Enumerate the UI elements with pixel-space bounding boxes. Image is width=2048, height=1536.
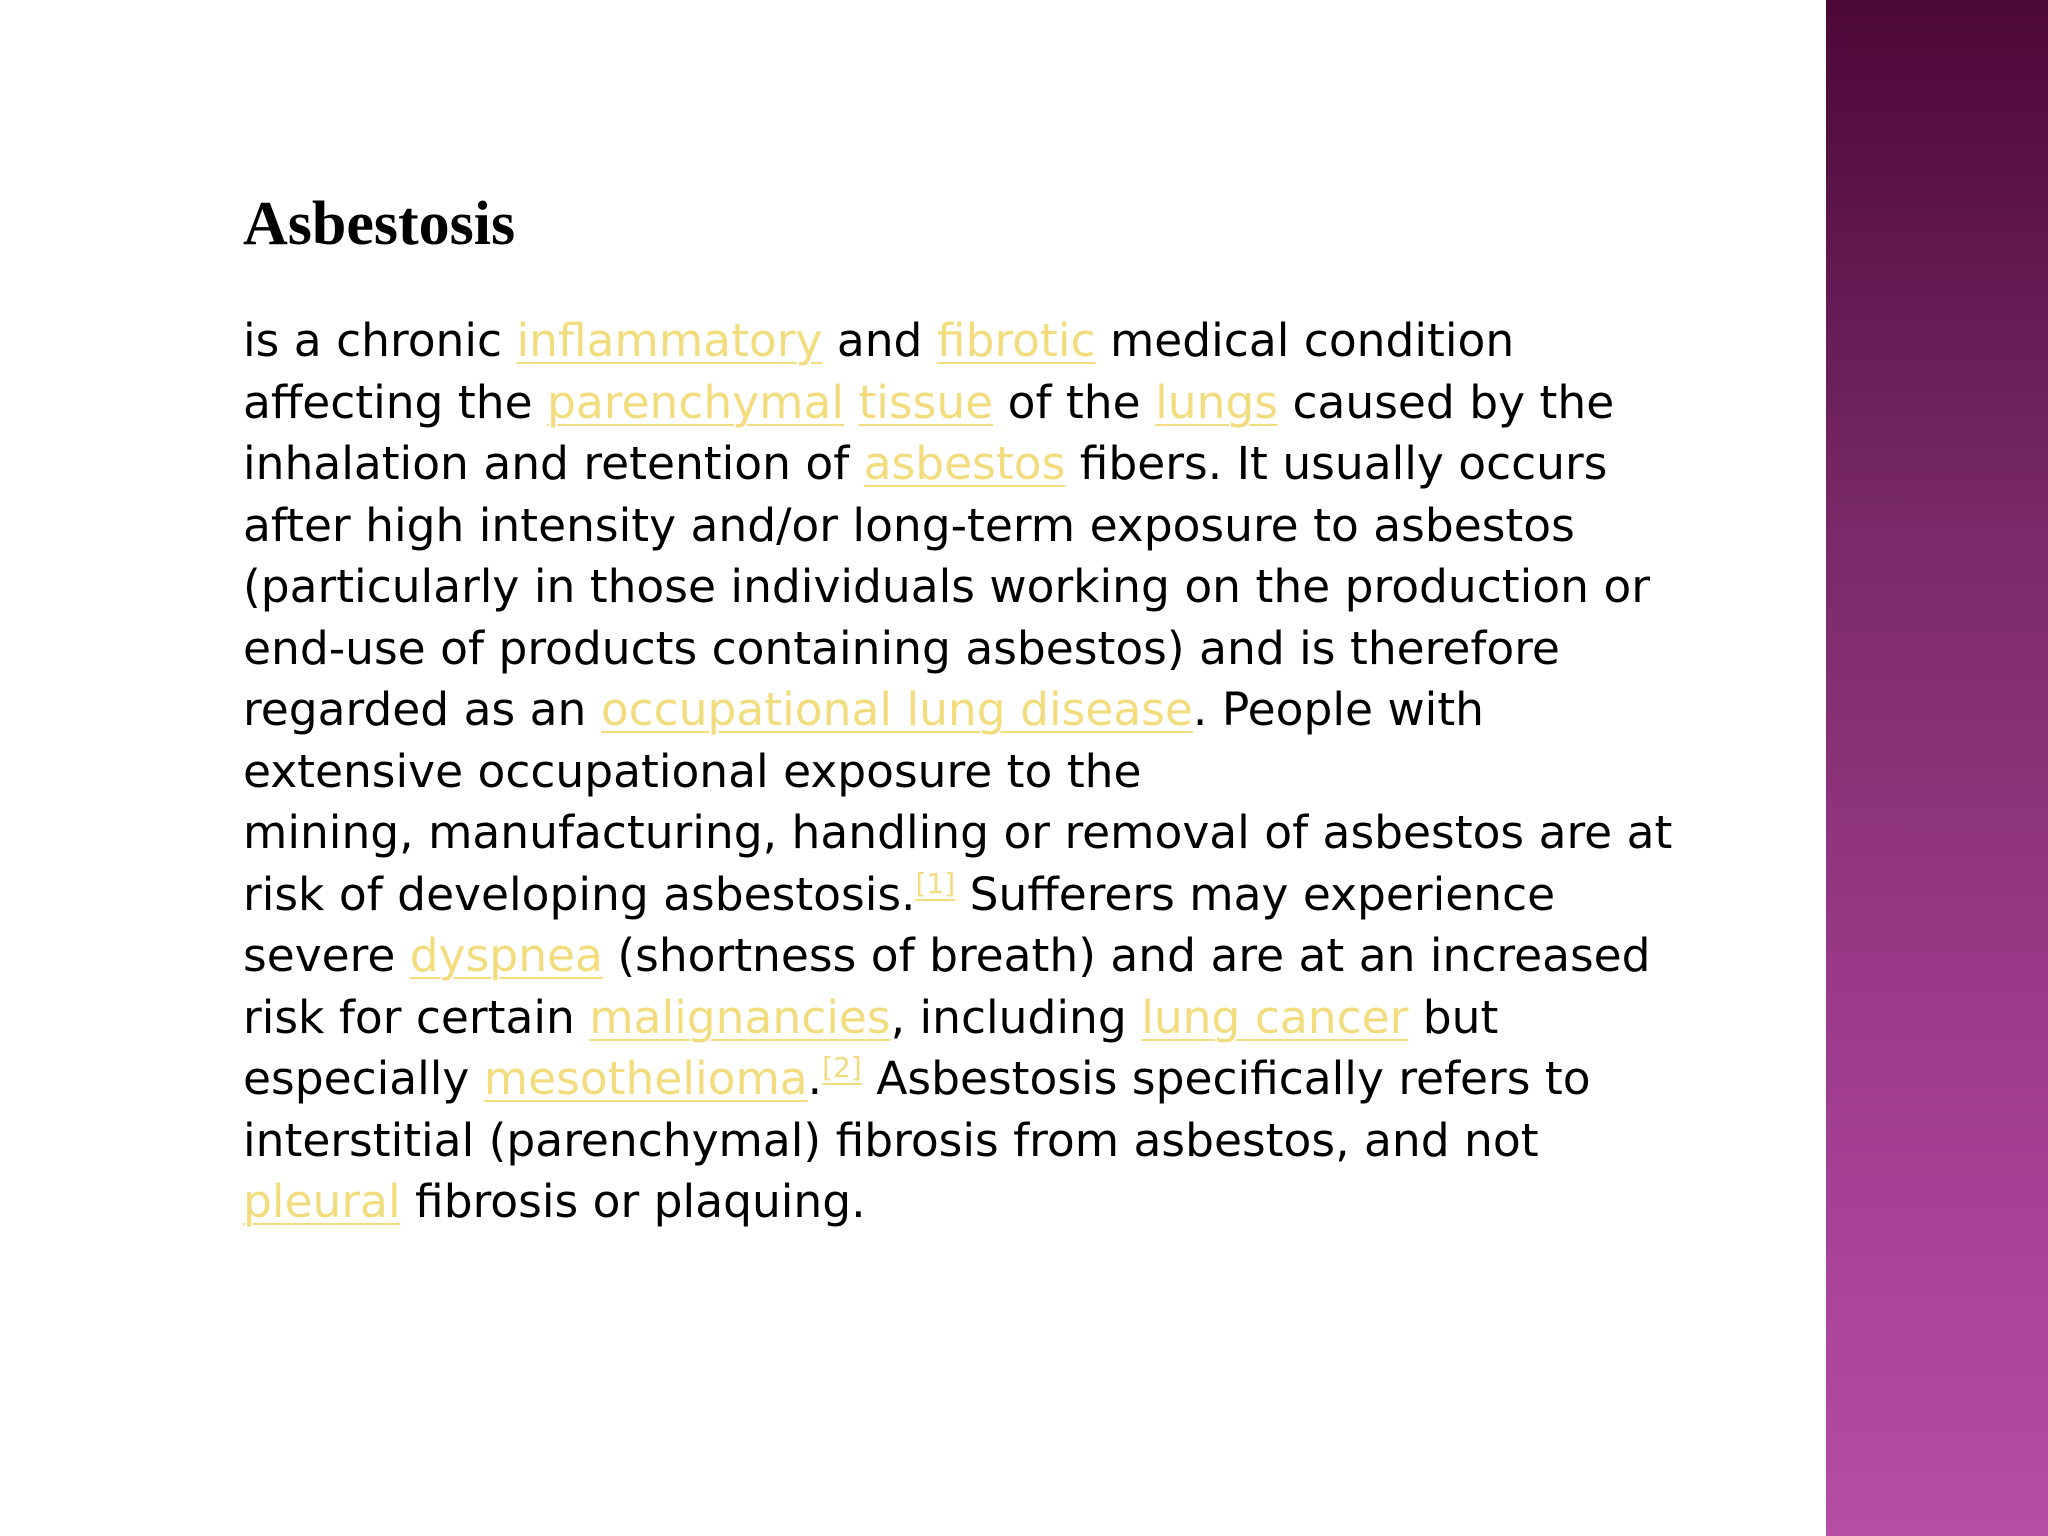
link-mesothelioma[interactable]: mesothelioma xyxy=(483,1052,808,1105)
body-text-segment: caused by the inhalation and retention of xyxy=(243,375,1615,490)
body-text-segment: Asbestosis specifically refers to interstitial (parenchymal) fibrosis from asbestos, and not xyxy=(243,1052,1591,1167)
body-text-segment: and xyxy=(822,314,937,367)
body-text-segment: Sufferers may experience severe xyxy=(243,867,1556,982)
link-pleural[interactable]: pleural xyxy=(243,1175,401,1228)
body-text-segment: . xyxy=(807,1052,823,1105)
link-inflammatory[interactable]: inflammatory xyxy=(516,314,823,367)
citation-ref-1 xyxy=(916,867,956,900)
body-text-segment xyxy=(844,376,858,429)
citation-link-2[interactable]: [2] xyxy=(822,1051,862,1084)
slide-body-text xyxy=(243,310,1673,1233)
body-text-segment: fibers. It usually occurs after high intensity and/or long-term exposure to asbestos (particularly in those individuals working on the production or end-use of products containing asbestos) and is therefore regarded as an xyxy=(243,437,1650,736)
link-parenchymal[interactable]: parenchymal xyxy=(547,375,844,429)
slide-title: Asbestosis xyxy=(243,190,516,258)
body-text-segment: of the xyxy=(993,375,1156,429)
link-tissue[interactable]: tissue xyxy=(858,375,994,429)
body-text-segment: is a chronic xyxy=(243,314,517,367)
link-asbestos[interactable]: asbestos xyxy=(863,437,1066,490)
body-text-segment: , including xyxy=(890,990,1142,1044)
citation-link-1[interactable]: [1] xyxy=(915,866,956,900)
link-occupational-lung-disease[interactable]: occupational lung disease xyxy=(600,683,1193,736)
citation-ref-2 xyxy=(822,1051,862,1084)
slide-content xyxy=(243,185,1673,1233)
decorative-side-band xyxy=(1826,0,2048,1536)
body-text-segment: (shortness of breath) and are at an increased risk for certain xyxy=(243,929,1651,1044)
body-text-segment: . People with extensive occupational exposure to the xyxy=(243,683,1484,798)
link-dyspnea[interactable]: dyspnea xyxy=(409,929,603,982)
body-text-segment: medical condition affecting the xyxy=(243,314,1515,429)
link-fibrotic[interactable]: fibrotic xyxy=(936,314,1096,367)
body-text-segment: fibrosis or plaquing. xyxy=(400,1175,866,1228)
link-lung-cancer[interactable]: lung cancer xyxy=(1141,990,1409,1044)
link-malignancies[interactable]: malignancies xyxy=(589,990,891,1044)
link-lungs[interactable]: lungs xyxy=(1155,375,1279,429)
body-text-segment: mining, manufacturing, handling or removal of asbestos are at risk of developing asbestosis. xyxy=(243,806,1673,921)
body-text-segment: but especially xyxy=(243,990,1499,1105)
